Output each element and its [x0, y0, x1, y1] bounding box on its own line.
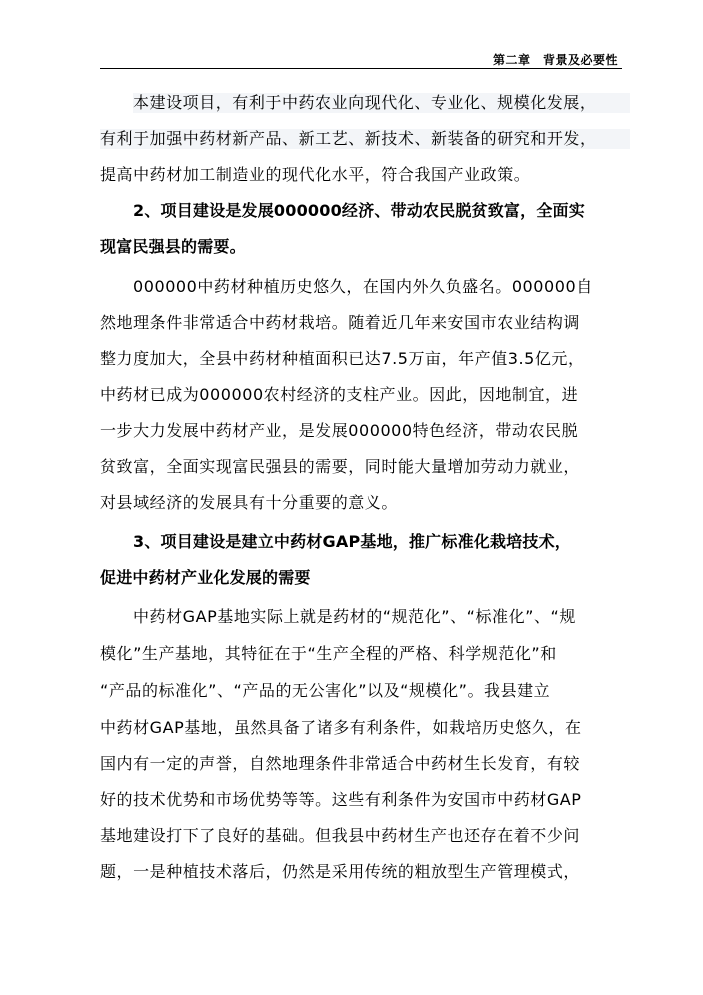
section-heading: 2、项目建设是发展000000经济、带动农民脱贫致富，全面实 [133, 201, 585, 220]
page-header [100, 50, 622, 69]
paragraph-line: 题，一是种植技术落后，仍然是采用传统的粗放型生产管理模式， [100, 862, 580, 881]
chapter-title: 第二章 背景及必要性 [492, 53, 618, 67]
paragraph-line: 一步大力发展中药材产业，是发展000000特色经济，带动农民脱 [100, 421, 579, 440]
paragraph-line: 中药材GAP基地，虽然具备了诸多有利条件，如栽培历史悠久，在 [100, 718, 582, 737]
paragraph-line: 中药材GAP基地实际上就是药材的“规范化”、“标准化”、“规 [133, 607, 576, 626]
paragraph-line: 整力度加大，全县中药材种植面积已达7.5万亩，年产值3.5亿元， [100, 349, 585, 368]
paragraph-line: 有利于加强中药材新产品、新工艺、新技术、新装备的研究和开发， [100, 129, 630, 149]
paragraph-line: 基地建设打下了良好的基础。但我县中药材生产也还存在着不少问 [100, 826, 580, 845]
paragraph-line: 000000中药材种植历史悠久，在国内外久负盛名。000000自 [133, 277, 593, 296]
paragraph-line: 贫致富，全面实现富民强县的需要，同时能大量增加劳动力就业， [100, 457, 580, 476]
paragraph-line: 提高中药材加工制造业的现代化水平，符合我国产业政策。 [100, 165, 531, 184]
paragraph-line: 好的技术优势和市场优势等等。这些有利条件为安国市中药材GAP [100, 790, 582, 809]
section-heading: 现富民强县的需要。 [100, 237, 246, 256]
paragraph-line: 模化”生产基地，其特征在于“生产全程的严格、科学规范化”和 [100, 644, 557, 663]
section-heading: 3、项目建设是建立中药材GAP基地，推广标准化栽培技术， [133, 532, 571, 551]
paragraph-line: 中药材已成为000000农村经济的支柱产业。因此，因地制宜，进 [100, 385, 579, 404]
paragraph-line: “产品的标准化”、“产品的无公害化”以及“规模化”。我县建立 [100, 681, 551, 700]
paragraph-line: 国内有一定的声誉，自然地理条件非常适合中药材生长发育，有较 [100, 754, 580, 773]
paragraph-line: 然地理条件非常适合中药材栽培。随着近几年来安国市农业结构调 [100, 313, 580, 332]
paragraph-line: 本建设项目，有利于中药农业向现代化、专业化、规模化发展， [133, 93, 630, 113]
paragraph-line: 对县域经济的发展具有十分重要的意义。 [100, 493, 398, 512]
section-heading: 促进中药材产业化发展的需要 [100, 568, 311, 587]
